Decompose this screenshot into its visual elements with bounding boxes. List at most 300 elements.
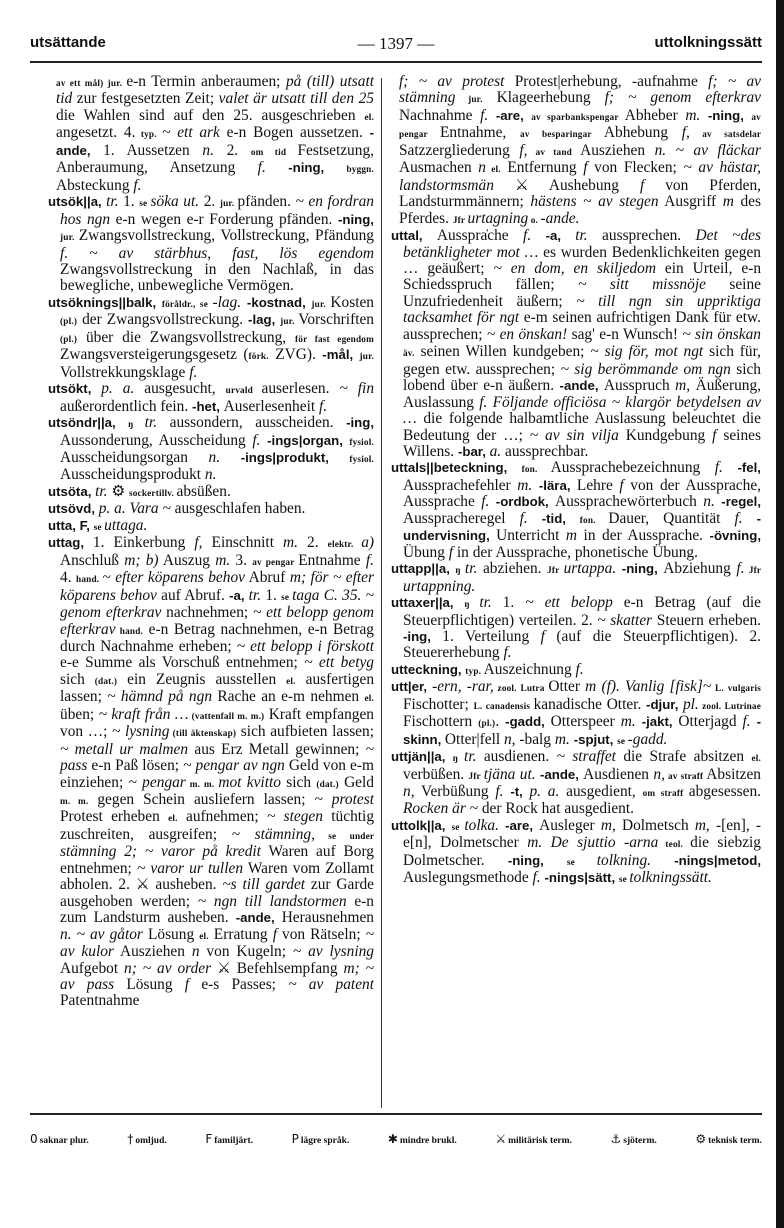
translation-text: 1. xyxy=(118,193,140,211)
dictionary-entry xyxy=(391,595,761,662)
usage-label: (vattenfall m. m.) xyxy=(188,710,265,721)
swedish-phrase: f; ~ av stämning xyxy=(399,74,761,107)
translation-text: von Pferden, Landsturmmännern; xyxy=(399,176,761,211)
legend-symbol-icon: ⚙ xyxy=(695,1132,707,1146)
usage-label: förk. xyxy=(248,351,269,362)
headword: -fel, xyxy=(737,460,761,476)
translation-text: e-n zum Landsturm ausheben. xyxy=(60,892,374,927)
translation-text: Kundgebung xyxy=(618,426,713,444)
swedish-phrase: ~ lysning xyxy=(112,723,170,741)
usage-label: av tand xyxy=(527,146,581,157)
translation-text: absüßen. xyxy=(176,482,231,500)
headword: -ning, xyxy=(337,211,374,227)
translation-text: Anschluß xyxy=(60,551,125,569)
swedish-phrase: ~ en önskan! xyxy=(486,325,568,343)
header-last-word: uttolkningssätt xyxy=(654,34,762,51)
headword: -skinn, xyxy=(403,714,761,747)
translation-text: sich xyxy=(280,773,317,791)
swedish-phrase: f xyxy=(540,627,545,645)
translation-text: e-e Summe als Vorschuß entnehmen; xyxy=(60,654,305,672)
swedish-phrase: tjäna ut. xyxy=(483,765,536,783)
legend-label: militärisk term. xyxy=(508,1136,572,1146)
swedish-phrase: ~ ett belopp xyxy=(525,594,613,612)
headword: -spjut, xyxy=(573,731,618,747)
swedish-phrase: ~ en dom, en skiljedom xyxy=(493,259,656,277)
legend-symbol-icon: F xyxy=(205,1132,213,1146)
translation-text xyxy=(266,159,288,176)
translation-text: Auszug xyxy=(158,551,216,569)
legend-symbol-icon: † xyxy=(127,1132,134,1146)
translation-text: Absteckung xyxy=(56,176,134,194)
headword: uttapp||a, xyxy=(391,561,456,577)
headword: -ande, xyxy=(539,766,584,782)
usage-label: hand. xyxy=(76,574,103,585)
swedish-phrase: m. xyxy=(215,551,231,569)
swedish-phrase: ~ av stärbhus, fast, lös egendom xyxy=(89,244,374,262)
translation-text: Herausnehmen xyxy=(281,909,374,927)
abbreviation-legend xyxy=(30,1132,762,1146)
translation-text: aussprechen. xyxy=(587,227,696,245)
translation-text: üben; xyxy=(60,705,99,723)
translation-text: in der Aussprache, phonetische Übung. xyxy=(453,543,698,561)
swedish-phrase: n, xyxy=(653,765,665,783)
translation-text: Absitzen xyxy=(706,765,761,783)
translation-text: Einschnitt xyxy=(202,534,284,552)
usage-label: ŋ xyxy=(128,419,145,430)
swedish-phrase: ~s till gardet xyxy=(222,876,306,894)
swedish-phrase: pl. xyxy=(682,695,699,713)
swedish-phrase: ~ sin önskan xyxy=(682,325,761,343)
translation-text: Otter xyxy=(548,678,586,696)
headword: -ning, xyxy=(507,852,567,868)
translation-text: Otterjagd xyxy=(678,713,743,731)
translation-text: ZVG). xyxy=(268,346,323,364)
translation-text: Patentnahme xyxy=(60,992,140,1010)
usage-label: el. xyxy=(286,675,296,686)
translation-text xyxy=(528,510,542,527)
translation-text: zur festgesetzten Zeit; xyxy=(72,90,219,108)
translation-text: Geld von e-m einziehen; xyxy=(60,757,374,791)
usage-label: jur. xyxy=(219,198,238,209)
usage-label: fysiol. xyxy=(349,453,374,464)
swedish-phrase: m, xyxy=(675,377,691,395)
swedish-phrase: ~ protest xyxy=(314,791,374,809)
translation-text: von Kugeln; xyxy=(199,943,293,961)
translation-text: ausfertigen lassen; xyxy=(60,670,374,706)
swedish-phrase: m. xyxy=(620,713,636,731)
usage-label: m. m. xyxy=(185,778,219,789)
usage-label: se xyxy=(618,874,630,885)
usage-label: el. xyxy=(751,753,761,764)
translation-text: Steuern erheben. xyxy=(652,611,761,629)
swedish-phrase: -ande. xyxy=(540,209,580,227)
translation-text: ausgedient, xyxy=(559,783,643,801)
swedish-phrase: mot kvitto xyxy=(218,773,281,791)
headword: -nings|metod, xyxy=(674,852,761,868)
legend-item xyxy=(695,1132,762,1146)
translation-text: Übung xyxy=(403,543,449,561)
swedish-phrase: ~ stegen xyxy=(266,808,323,826)
translation-text: angesetzt. xyxy=(56,124,124,142)
usage-label: jur. xyxy=(455,94,483,105)
usage-label: av pengar xyxy=(252,556,299,567)
usage-label: teol. xyxy=(658,839,691,850)
swedish-phrase: ~ ett belopp i förskott xyxy=(236,637,374,655)
dictionary-entry xyxy=(48,518,374,535)
headword: utteckning, xyxy=(391,661,466,677)
dictionary-entry xyxy=(391,561,761,595)
headword: -lära, xyxy=(538,477,577,493)
headword: -bar, xyxy=(457,443,490,459)
translation-text: auf Abruf. xyxy=(156,586,230,604)
legend-label: lägre språk. xyxy=(300,1136,350,1146)
translation-text xyxy=(651,852,674,869)
translation-text: -balg xyxy=(515,730,555,748)
headword: -tid, xyxy=(541,510,580,526)
swedish-phrase: m. xyxy=(517,476,533,494)
translation-text: e-n Bogen aussetzen. xyxy=(219,124,370,142)
translation-text: Abhebung xyxy=(603,124,682,142)
translation-text: seine Unzufriedenheit äußern; xyxy=(403,276,761,310)
translation-text: Otterspeer xyxy=(550,713,621,731)
usage-label: sockertillv. xyxy=(128,487,177,498)
dictionary-entry xyxy=(48,381,374,415)
swedish-phrase: ~ av kulor xyxy=(60,925,374,961)
swedish-phrase: n. xyxy=(654,141,667,159)
swedish-phrase: m xyxy=(722,193,734,211)
headword: -ning, xyxy=(288,160,347,176)
swedish-phrase: Det ~des betänkligheter mot … xyxy=(403,227,761,261)
translation-text: die folgende halbamtliche Auslassung beleuchtet die Bedeutung der …; xyxy=(403,410,761,444)
legend-label: omljud. xyxy=(135,1136,167,1146)
swedish-phrase: tolka. xyxy=(464,816,499,834)
translation-text: Protest|erhebung, -aufnahme xyxy=(504,74,709,90)
headword: -t, xyxy=(510,784,530,800)
translation-text: 1. Aussetzen xyxy=(103,141,203,159)
translation-text: Fischotter; xyxy=(403,695,474,713)
headword: utsöndr||a, xyxy=(48,415,129,431)
swedish-phrase: ~ till ngn sin uppriktiga tacksamhet för ngt xyxy=(403,292,761,327)
translation-text: e-n Paß lösen; xyxy=(87,757,184,775)
translation-text: seinen Willen kundgeben; xyxy=(414,343,591,361)
translation-text: Kosten xyxy=(330,293,374,311)
headword: uttal, xyxy=(391,228,437,244)
translation-text: 4. xyxy=(60,569,77,587)
headword: -regel, xyxy=(721,494,761,510)
legend-label: saknar plur. xyxy=(39,1136,89,1146)
headword: -ings|organ, xyxy=(267,432,350,448)
usage-label: (pl.) xyxy=(478,718,496,729)
translation-text: die siebzig Dolmetscher. xyxy=(403,834,761,869)
swedish-phrase: Vara ~ xyxy=(129,500,171,518)
usage-label: Jfr xyxy=(468,770,484,781)
usage-label: urvald xyxy=(225,385,262,396)
swedish-phrase: f. xyxy=(252,431,261,449)
headword: -övning, xyxy=(709,528,761,544)
translation-text: Entfernung xyxy=(500,159,584,177)
headword: -ande, xyxy=(56,125,374,158)
swedish-phrase: ~ fin xyxy=(339,380,374,398)
swedish-phrase: m. xyxy=(283,534,298,552)
translation-text: Festsetzung, Anberaumung, Ansetzung xyxy=(56,141,374,177)
translation-text: sich aufbieten lassen; xyxy=(236,723,374,741)
dictionary-entry xyxy=(48,535,374,1010)
translation-text: 3. xyxy=(230,551,253,569)
translation-text: Ausspra̍che xyxy=(436,227,524,245)
translation-text: Zwangsvollstreckung in den Nachlaß, in das bewegliche, unbewegliche Vermögen. xyxy=(60,260,374,295)
translation-text: e-m seinen aufrichtigen Dank für etw. aussprechen; xyxy=(403,309,761,343)
translation-text: abgesessen. xyxy=(688,783,761,801)
translation-text: Vorschriften xyxy=(298,311,374,329)
usage-label: L. vulgaris xyxy=(711,683,761,694)
usage-label: typ. xyxy=(465,665,484,676)
usage-label: av besparingar xyxy=(519,129,604,140)
swedish-phrase: tr. xyxy=(95,482,108,500)
translation-text: von der Aussprache, Aussprache xyxy=(403,476,761,511)
headword: uttag, xyxy=(48,535,93,551)
swedish-phrase: m. xyxy=(554,730,570,748)
usage-label: jur. xyxy=(311,298,331,309)
translation-text: ausdienen. xyxy=(476,748,557,766)
usage-label: av straff xyxy=(664,770,707,781)
usage-label: av satsdelar xyxy=(689,129,761,140)
dictionary-entry xyxy=(391,228,761,460)
dictionary-entry xyxy=(48,415,374,484)
translation-text: Dauer, Quantität xyxy=(608,509,735,527)
swedish-phrase: n xyxy=(478,159,486,177)
swedish-phrase: f. xyxy=(495,783,504,801)
swedish-phrase: ~ efter köparens behov xyxy=(102,569,245,587)
translation-text: Abruf xyxy=(244,569,290,587)
translation-text: Ausspracheregel xyxy=(403,509,520,527)
usage-label: (pl.) xyxy=(60,333,78,344)
usage-label: el. xyxy=(168,813,178,824)
usage-label: Jfr xyxy=(744,565,761,576)
headword: uttolk||a, xyxy=(391,817,452,833)
usage-label: fon. xyxy=(521,464,551,475)
dictionary-entry xyxy=(391,679,761,749)
swedish-phrase: ~ hämnd på ngn xyxy=(107,688,213,706)
translation-text: pfänden. xyxy=(237,193,296,211)
swedish-phrase: f xyxy=(448,543,454,561)
translation-text: aufnehmen; xyxy=(177,808,267,826)
legend-item xyxy=(30,1132,89,1146)
swedish-phrase: f xyxy=(712,426,717,444)
translation-text: Otter|fell xyxy=(444,730,504,748)
swedish-phrase: f xyxy=(583,159,588,177)
headword: -ordbok, xyxy=(495,494,555,510)
translation-text: . xyxy=(495,713,506,731)
translation-text: Abziehung xyxy=(663,560,737,578)
usage-label: se xyxy=(451,821,465,832)
swedish-phrase: ~ av hästar, landstormsmän xyxy=(399,159,761,194)
swedish-phrase: tr. xyxy=(144,414,158,432)
swedish-phrase: ~ sitt missnöje xyxy=(578,276,706,294)
swedish-phrase: m. De sjuttio -arna xyxy=(527,834,659,852)
swedish-phrase: tr. xyxy=(248,586,262,604)
legend-symbol-icon: ⚔ xyxy=(495,1132,507,1146)
swedish-phrase: f. xyxy=(133,176,142,194)
swedish-phrase: ~ sig berömmande om ngn xyxy=(560,360,731,378)
translation-text: nachnehmen; xyxy=(161,604,253,622)
translation-text: gegen Schein ausliefern lassen; xyxy=(88,791,315,809)
translation-text: Ausziehen xyxy=(580,141,655,159)
translation-text: Lösung xyxy=(114,976,185,994)
swedish-phrase: f. xyxy=(742,713,751,731)
translation-text: e-n wegen e-r Forderung pfänden. xyxy=(110,210,338,228)
legend-item xyxy=(611,1132,657,1146)
translation-text xyxy=(531,227,545,244)
translation-text: Zwangsversteigerungsgesetz ( xyxy=(60,346,249,364)
headword: -jakt, xyxy=(641,714,679,730)
translation-text: Äußerung, Auslassung xyxy=(403,377,761,411)
translation-text: 2. xyxy=(298,534,328,552)
swedish-phrase: ~ ett belopp genom efterkrav xyxy=(60,604,374,638)
swedish-phrase: p. a. xyxy=(98,500,126,518)
swedish-phrase: f; ~ genom efterkrav xyxy=(604,89,761,107)
translation-text: auserlesen. xyxy=(261,380,340,398)
headword: -gadd, xyxy=(505,714,551,730)
swedish-phrase: ~ skatter xyxy=(597,611,653,629)
translation-text: Dolmetsch xyxy=(615,816,695,834)
headword: -a, xyxy=(545,228,576,244)
swedish-phrase: n. xyxy=(202,141,214,159)
swedish-phrase: m (f). Vanlig [fisk]~ xyxy=(585,678,712,696)
swedish-phrase: f xyxy=(639,176,645,194)
swedish-phrase: f. xyxy=(503,644,512,662)
swedish-phrase: f. xyxy=(532,869,541,887)
swedish-phrase: ~ pengar xyxy=(128,773,186,791)
swedish-phrase: tr. xyxy=(575,227,588,245)
swedish-phrase: n, xyxy=(403,783,415,801)
headword: uttjän||a, xyxy=(391,749,453,765)
headword: -ning, xyxy=(707,107,752,123)
translation-text: Ausgriff xyxy=(658,193,723,211)
headword: -nings|sätt, xyxy=(544,870,619,886)
translation-text: Fischottern xyxy=(403,713,479,731)
translation-text: Auslegungsmethode xyxy=(403,869,533,887)
translation-text: sag' e-n Wunsch! xyxy=(567,325,683,343)
swedish-phrase: f, xyxy=(519,141,528,159)
translation-text: Lehre xyxy=(576,476,620,494)
translation-text: Aufgebot xyxy=(60,959,125,977)
legend-item xyxy=(127,1132,166,1146)
usage-label: zool. Lutrinae xyxy=(698,700,761,711)
headword: -ing, xyxy=(403,628,443,644)
headword: utt|er, xyxy=(391,679,433,695)
translation-text: ⚔ Befehlsempfang xyxy=(211,959,344,977)
legend-symbol-icon: ⚓ xyxy=(610,1132,622,1146)
swedish-phrase: a. xyxy=(489,442,502,460)
dictionary-entry xyxy=(48,295,374,381)
swedish-phrase: f. xyxy=(519,509,528,527)
headword: -ings|produkt, xyxy=(240,449,350,465)
swedish-phrase: ~ pengar av ngn xyxy=(183,757,285,775)
headword: -undervisning, xyxy=(403,510,761,544)
usage-label: se xyxy=(93,521,105,532)
swedish-phrase: f. xyxy=(481,493,490,511)
swedish-phrase: f. xyxy=(736,560,745,578)
dictionary-entry xyxy=(48,484,374,501)
translation-text: ein Urteil, e-n Schiedsspruch fällen; xyxy=(403,259,761,294)
legend-item xyxy=(495,1132,572,1146)
usage-label: fysiol. xyxy=(349,436,374,447)
translation-text: es wurden Bedenklichkeiten gegen … geäußert; xyxy=(403,243,761,277)
usage-label: el. xyxy=(485,164,501,175)
translation-text: Satzzergliederung xyxy=(399,141,520,159)
translation-text: ⚔ Aushebung xyxy=(493,176,640,194)
swedish-phrase: n xyxy=(191,943,200,961)
usage-label: L. canadensis xyxy=(473,700,534,711)
swedish-phrase: tolkning. xyxy=(596,851,652,869)
dictionary-entry xyxy=(391,460,761,561)
translation-text: Aussprachefehler xyxy=(403,476,518,494)
translation-text: Entnahme, xyxy=(440,124,520,142)
headword: -ning, xyxy=(621,561,664,577)
translation-text: -[en], -e[n], Dolmetscher xyxy=(403,816,761,852)
swedish-phrase: valet är utsatt till den 25 xyxy=(218,90,374,108)
translation-text xyxy=(743,510,757,527)
swedish-phrase: p. a. xyxy=(529,783,560,801)
left-column xyxy=(48,74,374,1110)
translation-text: sich lobend über e-n äußern. xyxy=(403,360,761,395)
dictionary-entry xyxy=(391,818,761,888)
swedish-phrase: f, xyxy=(194,534,203,552)
entry-continuation xyxy=(391,74,761,228)
column-divider xyxy=(381,78,382,1108)
usage-label: av ett mål) jur. xyxy=(56,78,127,88)
usage-label: ŋ xyxy=(455,565,465,576)
translation-text: Erratung xyxy=(208,925,273,943)
dictionary-entry xyxy=(391,662,761,679)
translation-text: e-s Passes; xyxy=(189,976,289,994)
usage-label: fon. xyxy=(579,514,609,525)
legend-item xyxy=(205,1132,253,1146)
swedish-phrase: f xyxy=(619,476,624,494)
headword: -mål, xyxy=(322,347,360,363)
swedish-phrase: tr. xyxy=(106,193,119,211)
usage-label: zool. Lutra xyxy=(493,683,549,694)
translation-text: in der Aussprache. xyxy=(577,527,710,545)
usage-label: el. xyxy=(364,111,374,122)
headword: uttals||beteckning, xyxy=(391,460,522,476)
swedish-phrase: ~ kraft från … xyxy=(98,705,189,723)
translation-text: aus Erz Metall gewinnen; xyxy=(188,740,366,758)
swedish-phrase: på (till) utsatt tid xyxy=(56,74,374,108)
swedish-phrase: f. xyxy=(60,244,69,262)
translation-text: Ausleger xyxy=(539,816,601,834)
translation-text: ein Zeugnis ausstellen xyxy=(117,670,287,688)
headword: utsöta, xyxy=(48,483,96,499)
translation-text xyxy=(532,477,539,494)
headword: -djur, xyxy=(646,696,683,712)
translation-text: sich xyxy=(60,670,95,688)
translation-text: 1. xyxy=(261,586,282,604)
swedish-phrase: n. xyxy=(60,925,72,943)
translation-text xyxy=(666,142,675,159)
translation-text: Ausspruch xyxy=(603,377,676,395)
headword: utta, F, xyxy=(48,517,94,533)
headword: utsövd, xyxy=(48,501,99,517)
headword: -het, xyxy=(192,398,224,414)
translation-text: Nachnahme xyxy=(399,106,481,124)
usage-label: byggn. xyxy=(346,164,374,175)
swedish-phrase: ~ av patent xyxy=(288,976,374,994)
swedish-phrase: söka ut. xyxy=(150,193,200,211)
swedish-phrase: f. xyxy=(575,660,584,678)
swedish-phrase: tolkningssätt. xyxy=(629,869,712,887)
translation-text: 2. xyxy=(199,193,220,211)
